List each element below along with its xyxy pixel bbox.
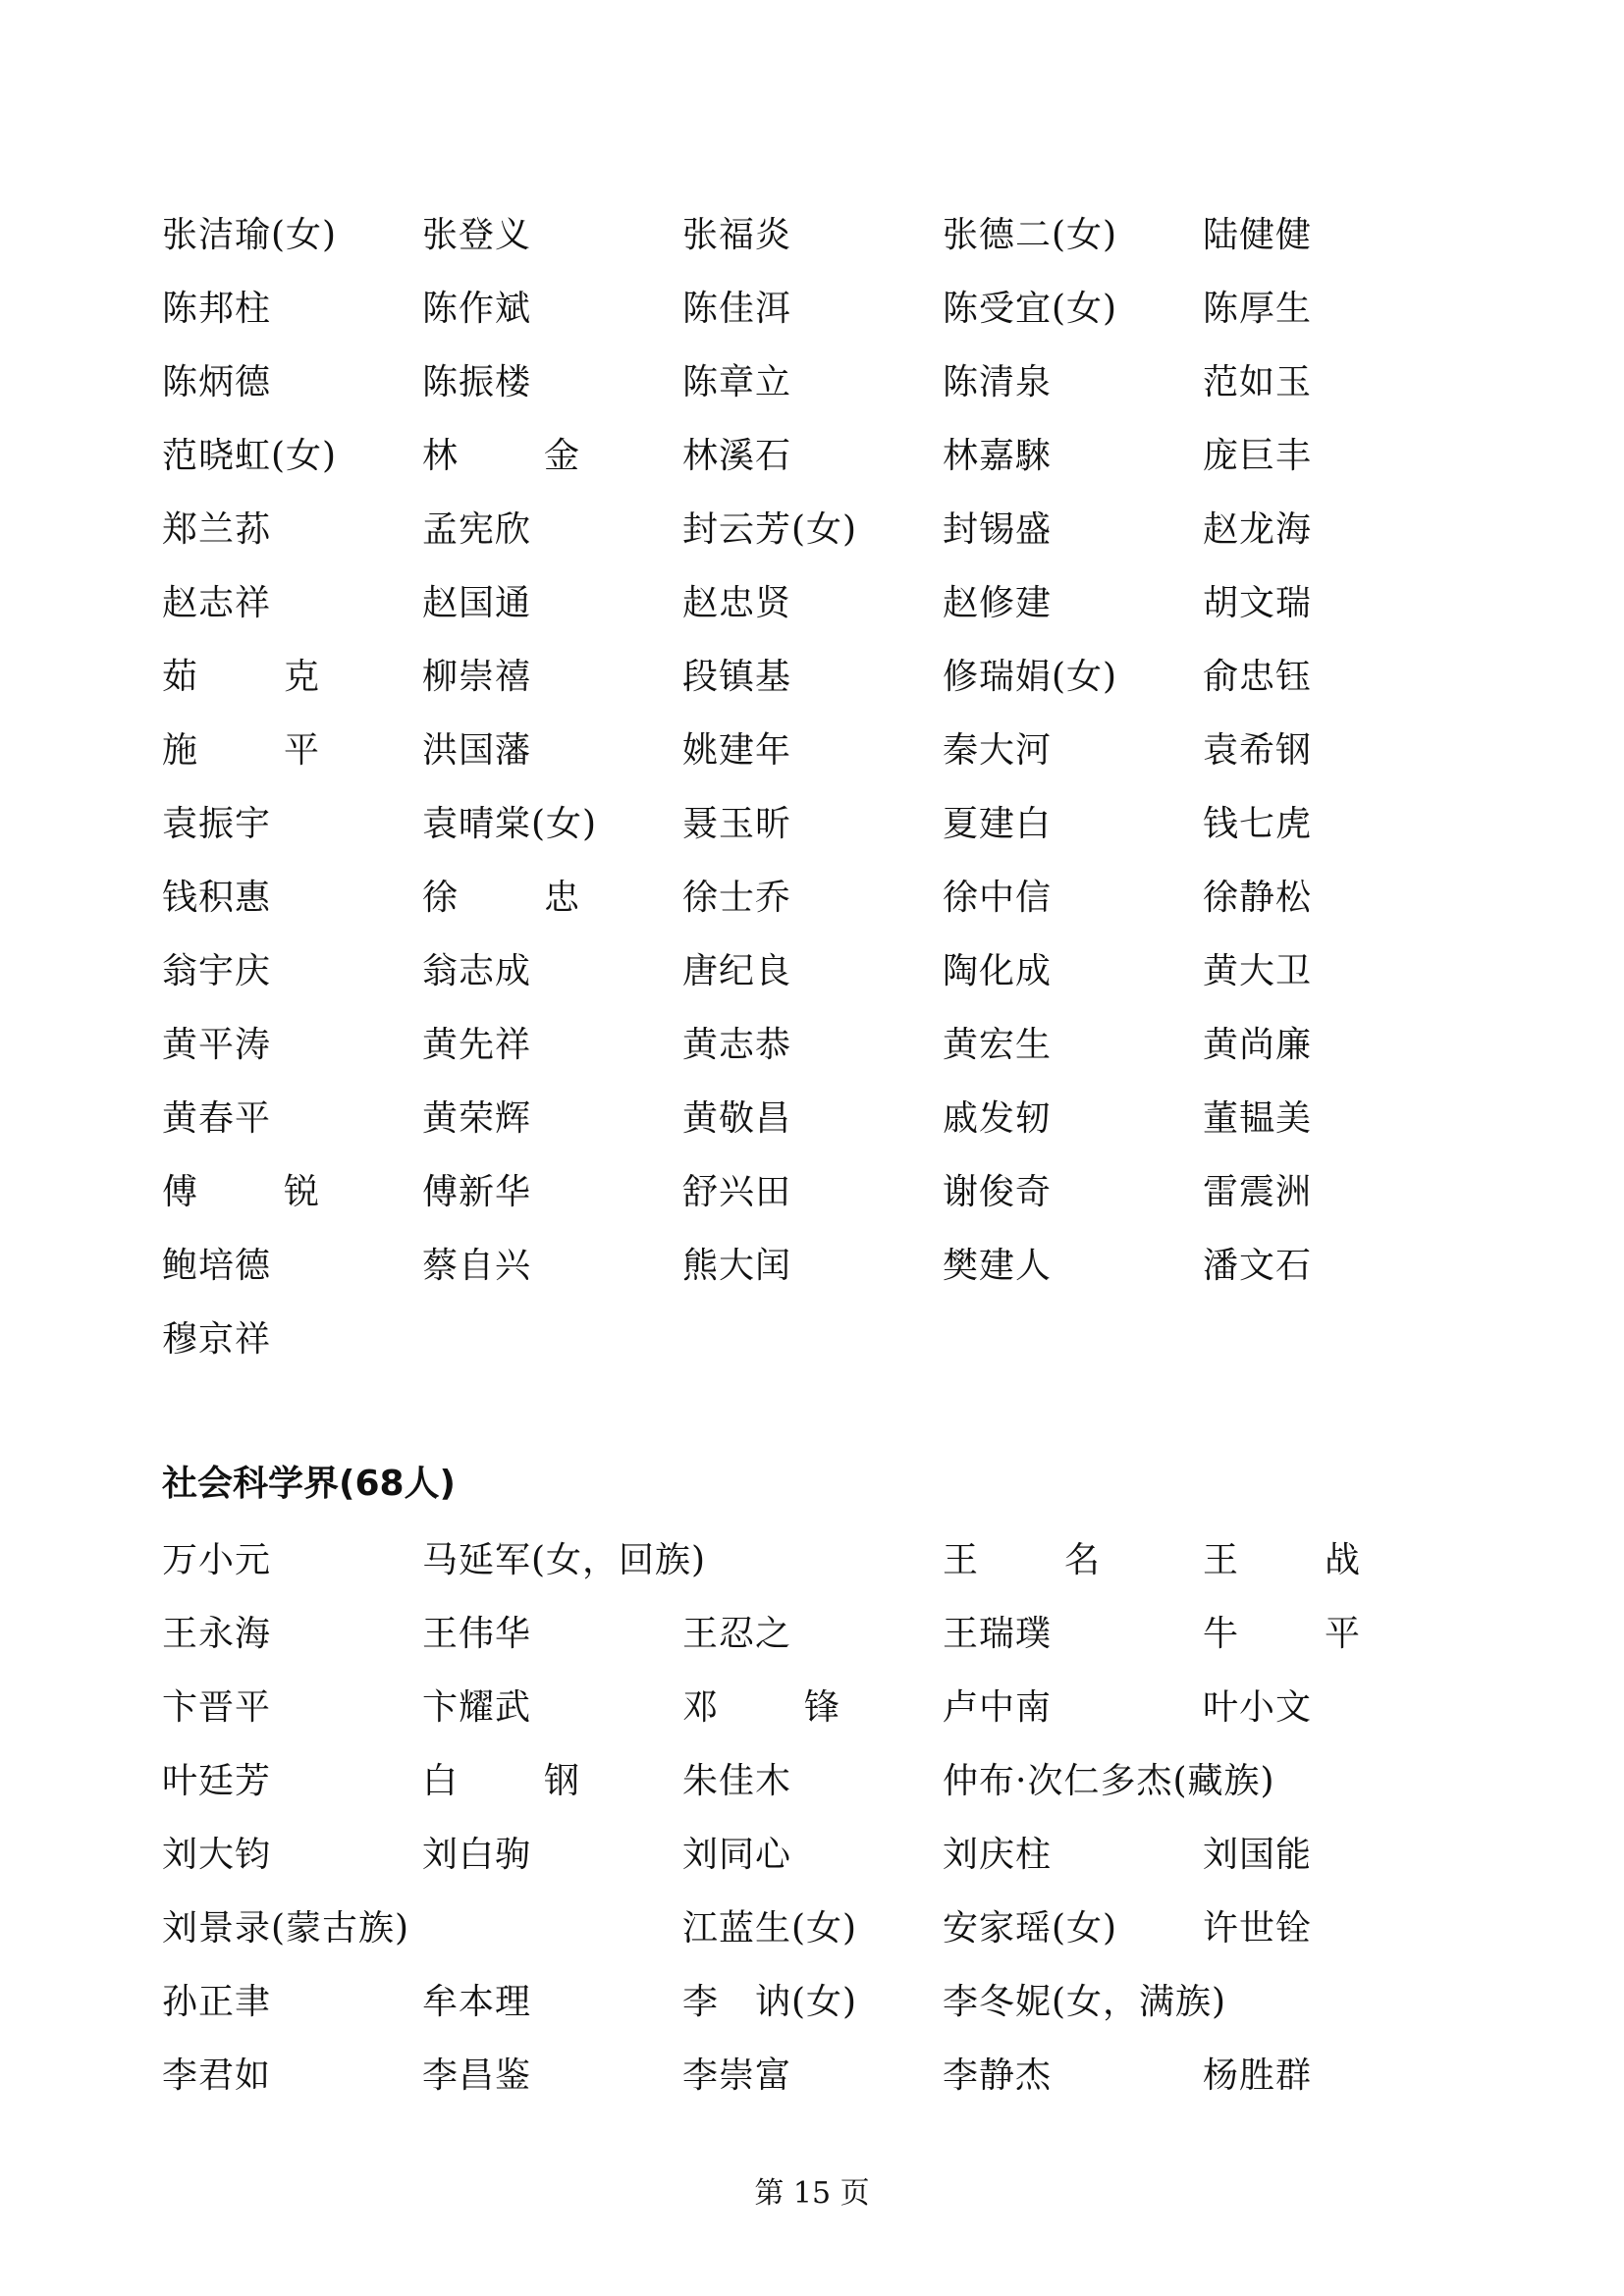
name-entry: 郑兰荪	[162, 509, 272, 550]
name-entry: 仲布·次仁多杰(藏族)	[943, 1761, 1275, 1801]
name-entry: 李崇富	[682, 2056, 792, 2096]
name-entry: 卞耀武	[422, 1687, 532, 1728]
name-entry: 施 平	[162, 730, 319, 771]
name-entry: 徐中信	[943, 878, 1053, 918]
name-entry: 王瑞璞	[943, 1614, 1053, 1654]
name-entry: 刘景录(蒙古族)	[162, 1908, 410, 1949]
name-entry: 庞巨丰	[1203, 436, 1313, 476]
name-entry: 钱七虎	[1203, 804, 1313, 844]
name-entry: 叶小文	[1203, 1687, 1313, 1728]
name-entry: 雷震洲	[1203, 1172, 1313, 1212]
name-entry: 柳崇禧	[422, 657, 532, 697]
name-entry: 陈邦柱	[162, 289, 272, 329]
name-entry: 翁志成	[422, 951, 532, 991]
name-entry: 袁振宇	[162, 804, 272, 844]
name-entry: 刘白驹	[422, 1835, 532, 1875]
name-entry: 陶化成	[943, 951, 1053, 991]
name-entry: 谢俊奇	[943, 1172, 1053, 1212]
name-entry: 张洁瑜(女)	[162, 215, 338, 255]
name-entry: 陈炳德	[162, 362, 272, 402]
name-entry: 茹 克	[162, 657, 319, 697]
name-entry: 刘同心	[682, 1835, 792, 1875]
name-entry: 叶廷芳	[162, 1761, 272, 1801]
name-entry: 林嘉騋	[943, 436, 1053, 476]
name-entry: 徐 忠	[422, 878, 579, 918]
name-entry: 张登义	[422, 215, 532, 255]
name-entry: 陈作斌	[422, 289, 532, 329]
name-entry: 钱积惠	[162, 878, 272, 918]
name-entry: 夏建白	[943, 804, 1053, 844]
name-entry: 安家瑶(女)	[943, 1908, 1118, 1949]
name-entry: 樊建人	[943, 1246, 1053, 1286]
name-entry: 赵龙海	[1203, 509, 1313, 550]
name-entry: 傅 锐	[162, 1172, 319, 1212]
name-entry: 刘大钧	[162, 1835, 272, 1875]
name-entry: 袁希钢	[1203, 730, 1313, 771]
name-entry: 赵志祥	[162, 583, 272, 623]
name-entry: 聂玉昕	[682, 804, 792, 844]
name-entry: 陈佳洱	[682, 289, 792, 329]
name-entry: 赵国通	[422, 583, 532, 623]
name-entry: 王 战	[1203, 1540, 1360, 1580]
name-entry: 陈受宜(女)	[943, 289, 1118, 329]
name-entry: 张福炎	[682, 215, 792, 255]
name-entry: 戚发轫	[943, 1098, 1053, 1139]
name-entry: 黄敬昌	[682, 1098, 792, 1139]
name-entry: 蔡自兴	[422, 1246, 532, 1286]
name-entry: 鲍培德	[162, 1246, 272, 1286]
name-entry: 李静杰	[943, 2056, 1053, 2096]
name-entry: 陈振楼	[422, 362, 532, 402]
name-entry: 张德二(女)	[943, 215, 1118, 255]
section-title: 社会科学界(68人)	[162, 1464, 457, 1504]
name-entry: 白 钢	[422, 1761, 579, 1801]
name-entry: 赵忠贤	[682, 583, 792, 623]
name-entry: 李昌鉴	[422, 2056, 532, 2096]
name-entry: 杨胜群	[1203, 2056, 1313, 2096]
name-entry: 黄宏生	[943, 1025, 1053, 1065]
name-entry: 李君如	[162, 2056, 272, 2096]
name-entry: 林溪石	[682, 436, 792, 476]
name-entry: 刘国能	[1203, 1835, 1313, 1875]
name-entry: 孙正聿	[162, 1982, 272, 2022]
name-entry: 黄尚廉	[1203, 1025, 1313, 1065]
name-entry: 封锡盛	[943, 509, 1053, 550]
name-entry: 姚建年	[682, 730, 792, 771]
name-entry: 黄平涛	[162, 1025, 272, 1065]
name-entry: 段镇基	[682, 657, 792, 697]
name-entry: 王 名	[943, 1540, 1100, 1580]
name-entry: 朱佳木	[682, 1761, 792, 1801]
name-entry: 黄先祥	[422, 1025, 532, 1065]
name-entry: 黄春平	[162, 1098, 272, 1139]
name-entry: 李冬妮(女，满族)	[943, 1982, 1227, 2022]
page-number: 第 15 页	[754, 2176, 870, 2211]
name-entry: 胡文瑞	[1203, 583, 1313, 623]
name-entry: 刘庆柱	[943, 1835, 1053, 1875]
name-entry: 卞晋平	[162, 1687, 272, 1728]
name-entry: 舒兴田	[682, 1172, 792, 1212]
name-entry: 牟本理	[422, 1982, 532, 2022]
name-entry: 熊大闰	[682, 1246, 792, 1286]
name-entry: 黄大卫	[1203, 951, 1313, 991]
name-entry: 许世铨	[1203, 1908, 1313, 1949]
name-entry: 陆健健	[1203, 215, 1313, 255]
name-entry: 江蓝生(女)	[682, 1908, 858, 1949]
name-entry: 牛 平	[1203, 1614, 1360, 1654]
name-entry: 秦大河	[943, 730, 1053, 771]
name-entry: 王永海	[162, 1614, 272, 1654]
name-entry: 王忍之	[682, 1614, 792, 1654]
name-entry: 邓 锋	[682, 1687, 839, 1728]
name-entry: 袁晴棠(女)	[422, 804, 598, 844]
name-entry: 范如玉	[1203, 362, 1313, 402]
name-entry: 万小元	[162, 1540, 272, 1580]
name-entry: 卢中南	[943, 1687, 1053, 1728]
name-entry: 洪国藩	[422, 730, 532, 771]
name-entry: 傅新华	[422, 1172, 532, 1212]
name-entry: 孟宪欣	[422, 509, 532, 550]
name-entry: 陈清泉	[943, 362, 1053, 402]
name-entry: 俞忠钰	[1203, 657, 1313, 697]
name-entry: 陈厚生	[1203, 289, 1313, 329]
name-entry: 董韫美	[1203, 1098, 1313, 1139]
name-entry: 马延军(女，回族)	[422, 1540, 707, 1580]
name-entry: 范晓虹(女)	[162, 436, 338, 476]
name-entry: 封云芳(女)	[682, 509, 858, 550]
name-entry: 潘文石	[1203, 1246, 1313, 1286]
name-entry: 李 讷(女)	[682, 1982, 858, 2022]
name-entry: 徐士乔	[682, 878, 792, 918]
name-entry: 徐静松	[1203, 878, 1313, 918]
name-entry: 林 金	[422, 436, 579, 476]
name-entry: 陈章立	[682, 362, 792, 402]
name-entry: 黄志恭	[682, 1025, 792, 1065]
name-entry: 王伟华	[422, 1614, 532, 1654]
name-entry: 唐纪良	[682, 951, 792, 991]
name-entry: 黄荣辉	[422, 1098, 532, 1139]
name-entry: 翁宇庆	[162, 951, 272, 991]
name-entry: 穆京祥	[162, 1319, 272, 1360]
name-entry: 修瑞娟(女)	[943, 657, 1118, 697]
name-entry: 赵修建	[943, 583, 1053, 623]
